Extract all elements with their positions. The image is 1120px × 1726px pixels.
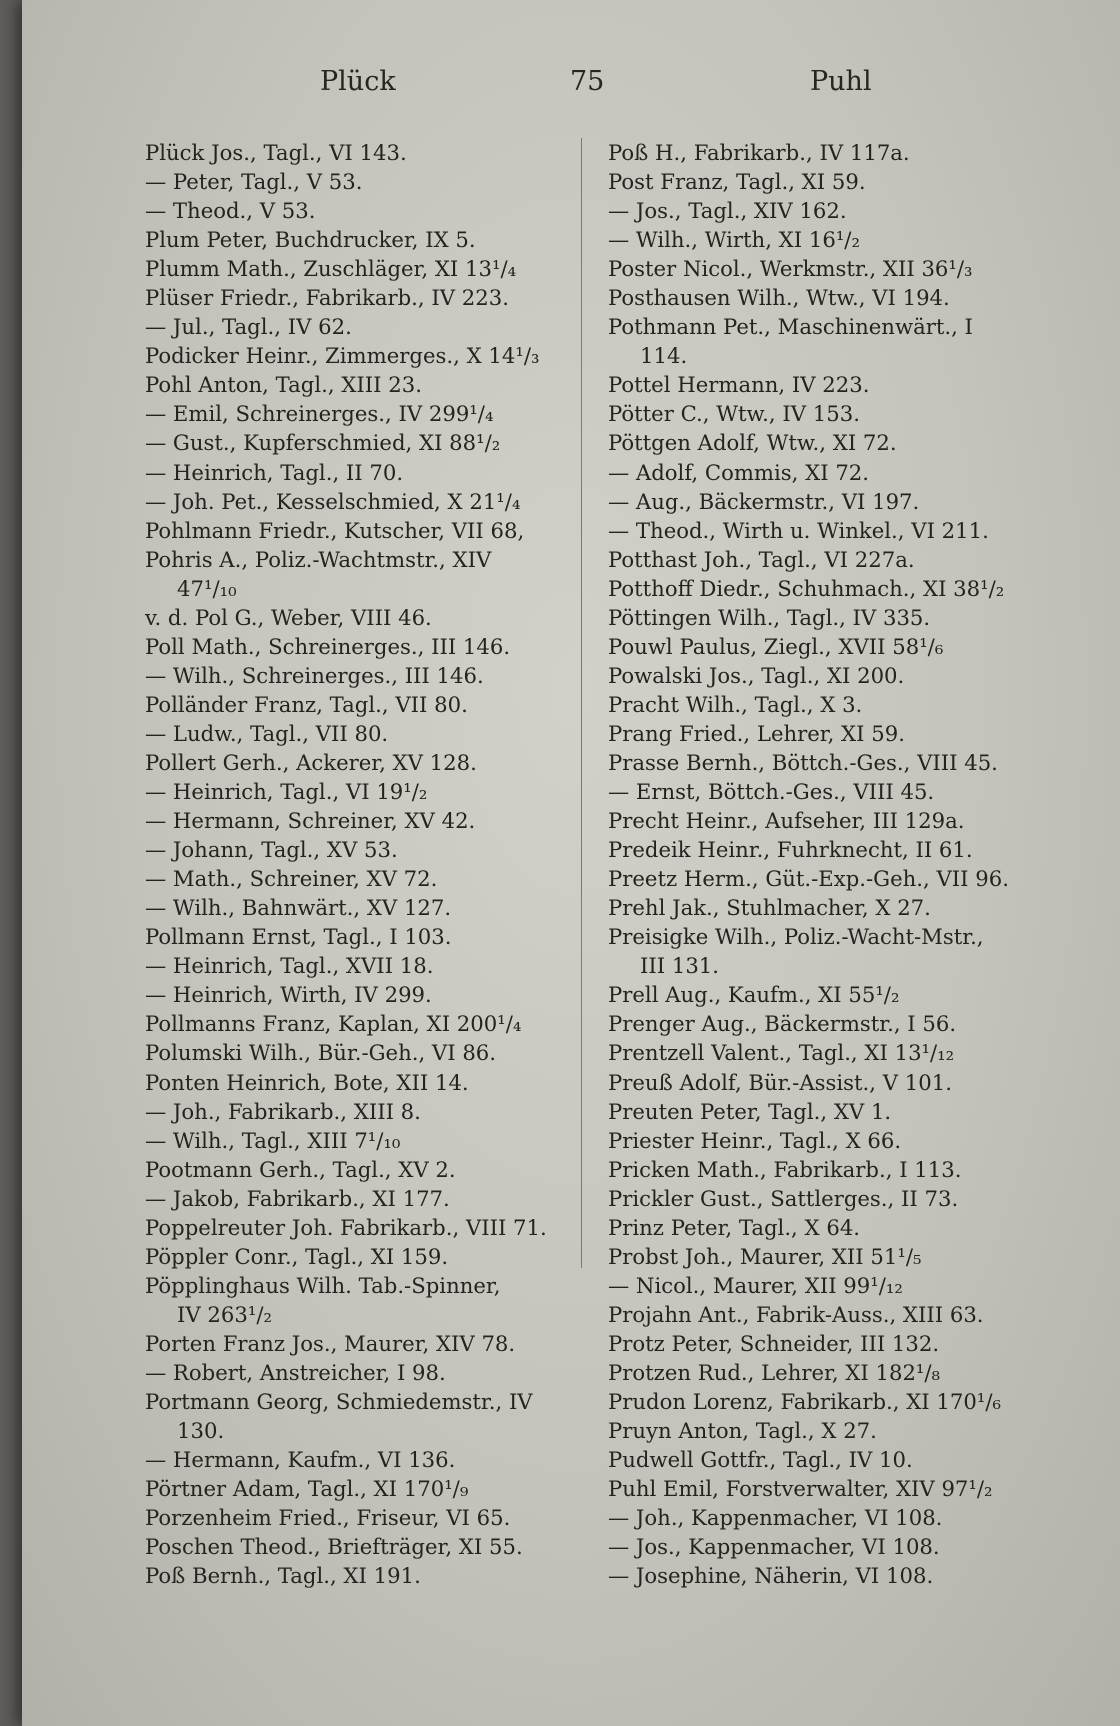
directory-entry: Preuten Peter, Tagl., XV 1. [608, 1098, 892, 1124]
directory-entry: Plück Jos., Tagl., VI 143. [145, 140, 407, 165]
directory-entry: — Gust., Kupferschmied, XI 88¹/₂ [145, 430, 501, 456]
directory-entry: — Jakob, Fabrikarb., XI 177. [145, 1185, 450, 1211]
directory-entry: — Peter, Tagl., V 53. [145, 169, 363, 195]
directory-entry: Pothmann Pet., Maschinenwärt., I [608, 314, 973, 340]
directory-entry: Pöppler Conr., Tagl., XI 159. [145, 1243, 449, 1269]
directory-entry: Prudon Lorenz, Fabrikarb., XI 170¹/₆ [608, 1389, 1001, 1415]
page-header [22, 66, 1120, 106]
directory-entry: Preetz Herm., Güt.-Exp.-Geh., VII 96. [608, 866, 1009, 892]
left-column [145, 138, 585, 1590]
directory-entry: Pootmann Gerh., Tagl., XV 2. [145, 1156, 456, 1182]
directory-entry: — Nicol., Maurer, XII 99¹/₁₂ [608, 1272, 903, 1298]
directory-entry: Powalski Jos., Tagl., XI 200. [608, 662, 905, 688]
directory-entry: — Heinrich, Wirth, IV 299. [145, 982, 432, 1008]
directory-entry: — Jul., Tagl., IV 62. [145, 314, 352, 340]
directory-entry: — Wilh., Wirth, XI 16¹/₂ [608, 227, 860, 253]
directory-entry: Pöttingen Wilh., Tagl., IV 335. [608, 604, 931, 630]
directory-entry: Ponten Heinrich, Bote, XII 14. [145, 1069, 469, 1095]
directory-entry: Pötter C., Wtw., IV 153. [608, 401, 860, 427]
directory-entry: — Wilh., Tagl., XIII 7¹/₁₀ [145, 1127, 401, 1153]
directory-entry: Prinz Peter, Tagl., X 64. [608, 1214, 861, 1240]
directory-entry: Pouwl Paulus, Ziegl., XVII 58¹/₆ [608, 633, 944, 659]
directory-entry: Pottel Hermann, IV 223. [608, 372, 870, 398]
directory-entry: — Heinrich, Tagl., II 70. [145, 459, 404, 485]
directory-entry: IV 263¹/₂ [177, 1301, 272, 1327]
directory-entry: 47¹/₁₀ [177, 575, 237, 601]
directory-entry: Pruyn Anton, Tagl., X 27. [608, 1418, 877, 1444]
directory-entry: — Ernst, Böttch.-Ges., VIII 45. [608, 779, 935, 805]
directory-entry: Posthausen Wilh., Wtw., VI 194. [608, 285, 950, 311]
directory-entry: Predeik Heinr., Fuhrknecht, II 61. [608, 837, 973, 863]
directory-entry: Poß H., Fabrikarb., IV 117a. [608, 140, 910, 165]
directory-entry: — Joh., Fabrikarb., XIII 8. [145, 1098, 421, 1124]
directory-entry: v. d. Pol G., Weber, VIII 46. [145, 604, 432, 630]
directory-entry: Puhl Emil, Forstverwalter, XIV 97¹/₂ [608, 1476, 993, 1502]
directory-entry: Projahn Ant., Fabrik-Auss., XIII 63. [608, 1301, 984, 1327]
directory-entry: Pollert Gerh., Ackerer, XV 128. [145, 749, 477, 775]
directory-entry: Prell Aug., Kaufm., XI 55¹/₂ [608, 982, 900, 1008]
directory-entry: — Jos., Kappenmacher, VI 108. [608, 1534, 940, 1560]
directory-entry: — Heinrich, Tagl., VI 19¹/₂ [145, 779, 428, 805]
directory-entry: Protz Peter, Schneider, III 132. [608, 1330, 940, 1356]
directory-entry: Prang Fried., Lehrer, XI 59. [608, 720, 905, 746]
directory-entry: Portmann Georg, Schmiedemstr., IV [145, 1389, 533, 1415]
page-number: 75 [570, 66, 605, 97]
directory-entry: Plumm Math., Zuschläger, XI 13¹/₄ [145, 256, 517, 282]
directory-entry: III 131. [640, 953, 720, 979]
directory-entry: Protzen Rud., Lehrer, XI 182¹/₈ [608, 1359, 941, 1385]
directory-entry: — Johann, Tagl., XV 53. [145, 837, 398, 863]
directory-entry: — Hermann, Schreiner, XV 42. [145, 808, 476, 834]
directory-entry: Polumski Wilh., Bür.-Geh., VI 86. [145, 1040, 497, 1066]
directory-entry: — Heinrich, Tagl., XVII 18. [145, 953, 434, 979]
directory-entry: Precht Heinr., Aufseher, III 129a. [608, 808, 965, 834]
directory-entry: Pohlmann Friedr., Kutscher, VII 68, [145, 517, 525, 543]
directory-entry: — Adolf, Commis, XI 72. [608, 459, 870, 485]
directory-entry: Potthast Joh., Tagl., VI 227a. [608, 546, 915, 572]
directory-entry: — Ludw., Tagl., VII 80. [145, 720, 389, 746]
directory-entry: Poppelreuter Joh. Fabrikarb., VIII 71. [145, 1214, 547, 1240]
directory-entry: Prickler Gust., Sattlerges., II 73. [608, 1185, 959, 1211]
directory-entry: — Wilh., Schreinerges., III 146. [145, 662, 484, 688]
directory-entry: Porzenheim Fried., Friseur, VI 65. [145, 1505, 511, 1531]
directory-entry: Prasse Bernh., Böttch.-Ges., VIII 45. [608, 749, 998, 775]
directory-entry: Potthoff Diedr., Schuhmach., XI 38¹/₂ [608, 575, 1005, 601]
directory-entry: Poß Bernh., Tagl., XI 191. [145, 1563, 421, 1589]
directory-entry: Probst Joh., Maurer, XII 51¹/₅ [608, 1243, 922, 1269]
directory-entry: Pohl Anton, Tagl., XIII 23. [145, 372, 422, 398]
directory-entry: Polländer Franz, Tagl., VII 80. [145, 691, 468, 717]
directory-entry: Pohris A., Poliz.-Wachtmstr., XIV [145, 546, 492, 572]
header-last-name: Puhl [810, 66, 872, 97]
directory-entry: Poschen Theod., Briefträger, XI 55. [145, 1534, 523, 1560]
directory-entry: Preuß Adolf, Bür.-Assist., V 101. [608, 1069, 952, 1095]
directory-entry: Pudwell Gottfr., Tagl., IV 10. [608, 1447, 913, 1473]
directory-entry: Pollmann Ernst, Tagl., I 103. [145, 924, 452, 950]
directory-entry: Poll Math., Schreinerges., III 146. [145, 633, 511, 659]
directory-entry: — Josephine, Näherin, VI 108. [608, 1563, 934, 1589]
directory-entry: — Theod., V 53. [145, 198, 316, 224]
directory-entry: Plum Peter, Buchdrucker, IX 5. [145, 227, 476, 253]
directory-entry: Pracht Wilh., Tagl., X 3. [608, 691, 863, 717]
column-divider [581, 138, 582, 1268]
directory-entry: — Robert, Anstreicher, I 98. [145, 1359, 446, 1385]
directory-entry: — Emil, Schreinerges., IV 299¹/₄ [145, 401, 494, 427]
directory-page [22, 0, 1120, 1726]
header-first-name: Plück [320, 66, 396, 97]
directory-entry: 130. [177, 1418, 225, 1444]
directory-entry: Plüser Friedr., Fabrikarb., IV 223. [145, 285, 509, 311]
directory-entry: — Joh., Kappenmacher, VI 108. [608, 1505, 943, 1531]
directory-entry: Poster Nicol., Werkmstr., XII 36¹/₃ [608, 256, 973, 282]
directory-entry: Podicker Heinr., Zimmerges., X 14¹/₃ [145, 343, 540, 369]
directory-entry: — Aug., Bäckermstr., VI 197. [608, 488, 920, 514]
directory-entry: — Math., Schreiner, XV 72. [145, 866, 438, 892]
directory-entry: — Joh. Pet., Kesselschmied, X 21¹/₄ [145, 488, 521, 514]
directory-entry: Pollmanns Franz, Kaplan, XI 200¹/₄ [145, 1011, 522, 1037]
directory-entry: Porten Franz Jos., Maurer, XIV 78. [145, 1330, 516, 1356]
directory-entry: — Wilh., Bahnwärt., XV 127. [145, 895, 452, 921]
right-column [608, 138, 1086, 1590]
directory-entry: Prenger Aug., Bäckermstr., I 56. [608, 1011, 957, 1037]
directory-entry: Pöttgen Adolf, Wtw., XI 72. [608, 430, 897, 456]
directory-entry: — Jos., Tagl., XIV 162. [608, 198, 847, 224]
directory-entry: — Hermann, Kaufm., VI 136. [145, 1447, 456, 1473]
directory-entry: 114. [640, 343, 688, 369]
directory-entry: Prentzell Valent., Tagl., XI 13¹/₁₂ [608, 1040, 955, 1066]
directory-entry: Pörtner Adam, Tagl., XI 170¹/₉ [145, 1476, 469, 1502]
directory-entry: — Theod., Wirth u. Winkel., VI 211. [608, 517, 989, 543]
directory-entry: Pricken Math., Fabrikarb., I 113. [608, 1156, 962, 1182]
directory-entry: Priester Heinr., Tagl., X 66. [608, 1127, 902, 1153]
directory-entry: Preisigke Wilh., Poliz.-Wacht-Mstr., [608, 924, 984, 950]
directory-entry: Prehl Jak., Stuhlmacher, X 27. [608, 895, 931, 921]
directory-entry: Pöpplinghaus Wilh. Tab.-Spinner, [145, 1272, 501, 1298]
directory-entry: Post Franz, Tagl., XI 59. [608, 169, 866, 195]
